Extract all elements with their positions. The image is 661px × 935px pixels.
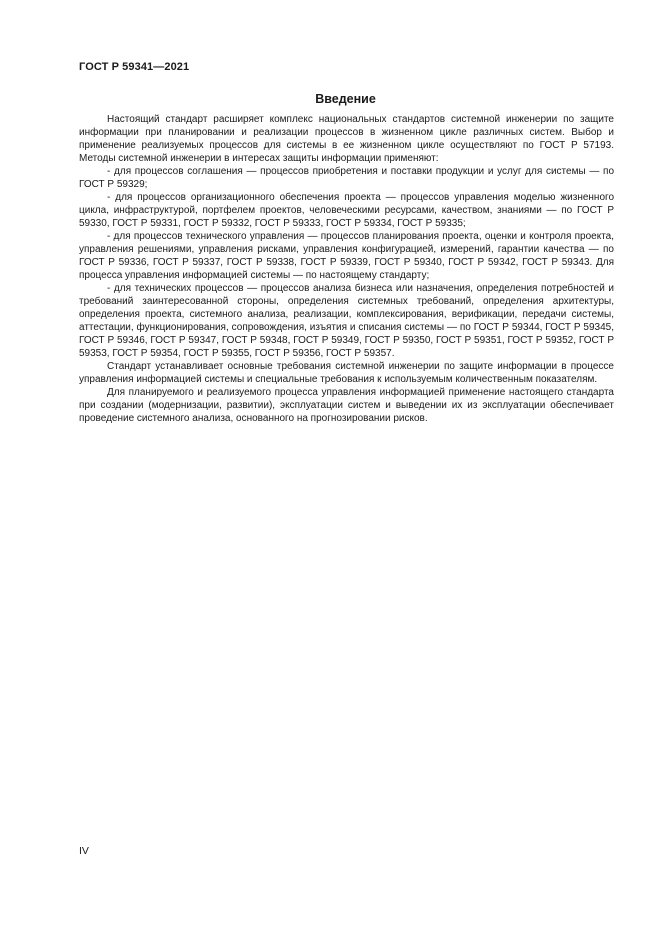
page-number: IV [79, 845, 89, 857]
agreement-processes-item: - для процессов соглашения — процессов приобретения и поставки продукции и услуг для системы — по ГОСТ Р 59329; [79, 166, 614, 190]
technical-management-processes-item: - для процессов технического управления — процессов планирования проекта, оценки и контроля проекта, управления решениями, управления рисками, управления конфигурацией, измерений, гарантии качества — по ГОСТ Р 59336, ГОСТ Р 59337, ГОСТ Р 59338, ГОСТ Р 59339, ГОСТ Р 59340, ГОСТ Р 59342, ГОСТ Р 59343. Для процесса управления информацией системы — по настоящему стандарту; [79, 231, 614, 281]
technical-processes-item: - для технических процессов — процессов анализа бизнеса или назначения, определения потребностей и требований заинтересованной стороны, определения системных требований, определения архитектуры, определения проекта, системного анализа, реализации, комплексирования, верификации, передачи системы, аттестации, функционирования, сопровождения, изъятия и списания системы — по ГОСТ Р 59344, ГОСТ Р 59345, ГОСТ Р 59346, ГОСТ Р 59347, ГОСТ Р 59348, ГОСТ Р 59349, ГОСТ Р 59350, ГОСТ Р 59351, ГОСТ Р 59352, ГОСТ Р 59353, ГОСТ Р 59354, ГОСТ Р 59355, ГОСТ Р 59356, ГОСТ Р 59357. [79, 283, 614, 359]
application-paragraph: Для планируемого и реализуемого процесса управления информацией применение настоящего стандарта при создании (модернизации, развитии), эксплуатации систем и выведении их из эксплуатации обеспечивает проведение системного анализа, основанного на прогнозировании рисков. [79, 387, 614, 424]
standard-code-header: ГОСТ Р 59341—2021 [79, 61, 190, 73]
document-body [79, 113, 614, 425]
intro-paragraph: Настоящий стандарт расширяет комплекс национальных стандартов системной инженерии по защите информации при планировании и реализации процессов в жизненном цикле различных систем. Выбор и применение реализуемых процессов для системы в ее жизненном цикле осуществляют по ГОСТ Р 57193. Методы системной инженерии в интересах защиты информации применяют: [79, 114, 614, 164]
requirements-paragraph: Стандарт устанавливает основные требования системной инженерии по защите информации в процессе управления информацией системы и специальные требования к используемым количественным показателям. [79, 361, 614, 385]
organizational-processes-item: - для процессов организационного обеспечения проекта — процессов управления моделью жизненного цикла, инфраструктурой, портфелем проектов, человеческими ресурсами, качеством, знаниями — по ГОСТ Р 59330, ГОСТ Р 59331, ГОСТ Р 59332, ГОСТ Р 59333, ГОСТ Р 59334, ГОСТ Р 59335; [79, 192, 614, 229]
section-title: Введение [315, 92, 376, 106]
